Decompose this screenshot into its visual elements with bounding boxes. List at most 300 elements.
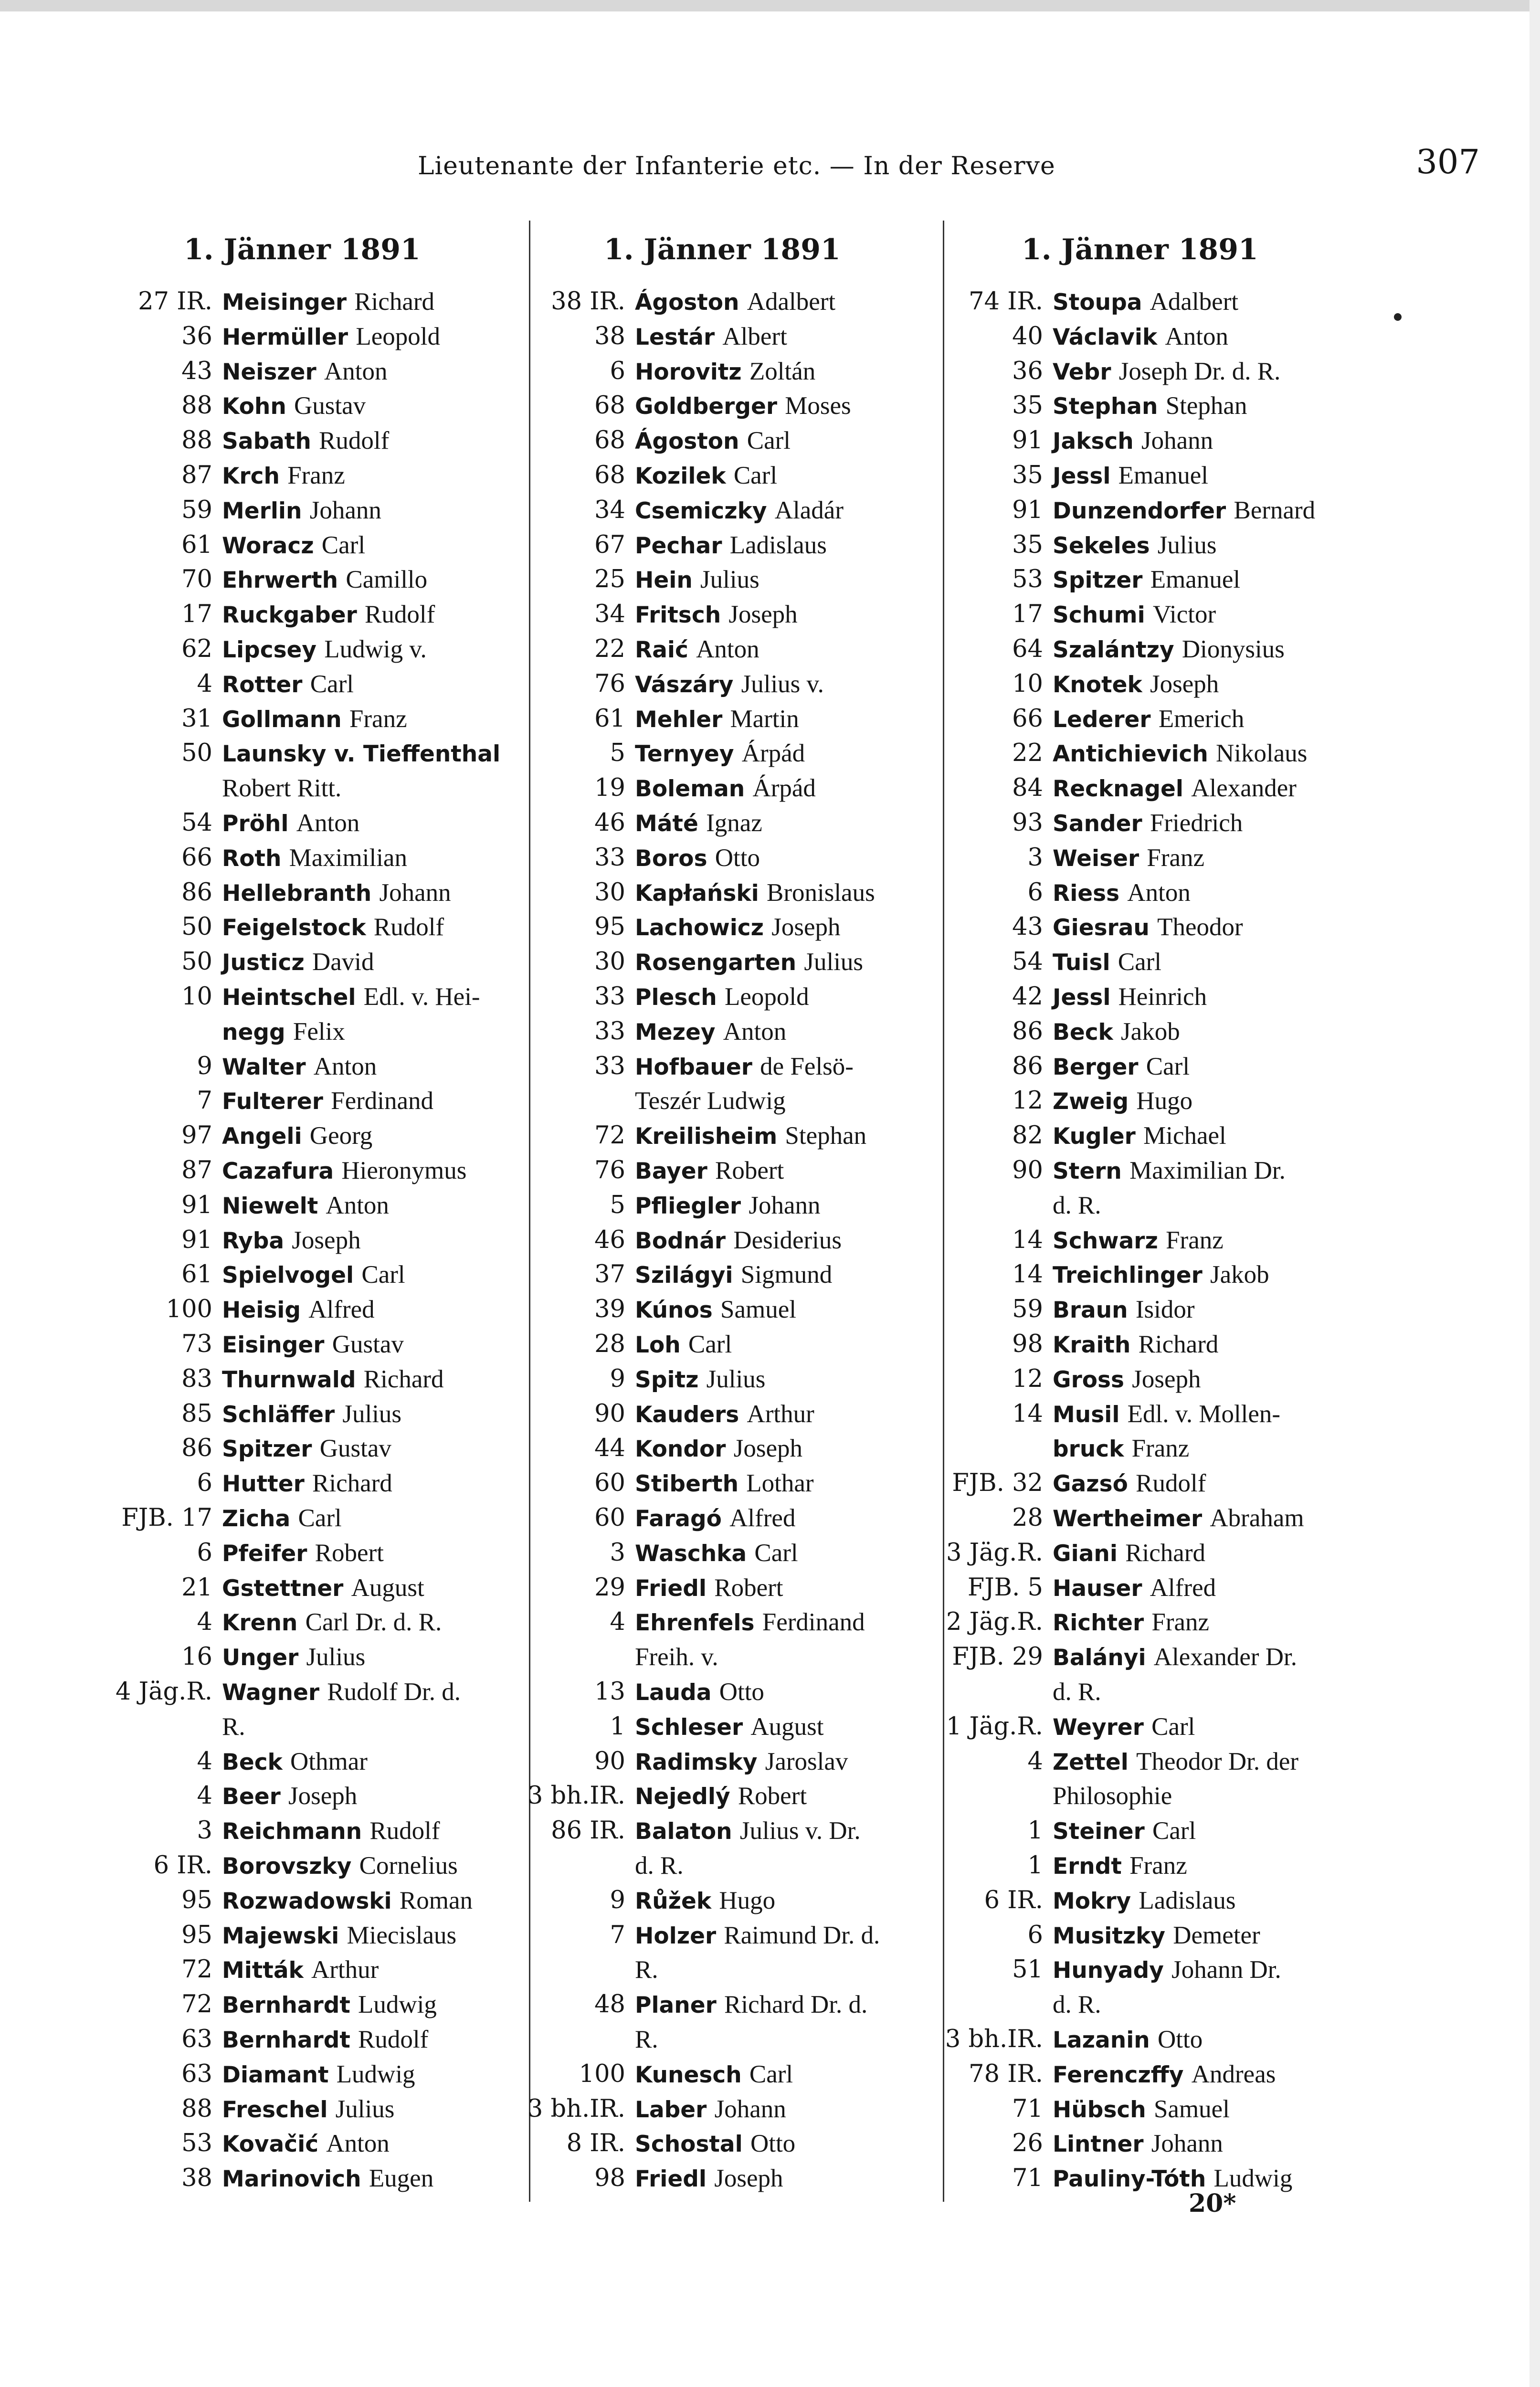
register-entry [1012,806,1243,840]
register-entry [610,354,816,389]
regiment-number: 33 [594,982,625,1011]
surname: Kugler [1053,1123,1136,1150]
given-name: Árpád [752,774,816,803]
register-entry [181,806,360,840]
surname: Giesrau [1053,915,1150,941]
given-name: Othmar [290,1747,368,1775]
surname: Szalántzy [1053,637,1174,663]
register-entry [181,1987,437,2022]
given-name: Roman [399,1886,473,1914]
register-entry [984,1883,1236,1918]
surname: Gazsó [1053,1471,1128,1498]
surname: Ágoston [635,289,739,316]
register-entry [181,1953,379,1987]
register-entry [1012,458,1209,493]
given-name: Robert [738,1782,807,1810]
register-entry [181,354,388,389]
regiment-number: 86 [1012,1052,1043,1080]
surname: Meisinger [222,289,347,316]
regiment-number: 3 [1027,843,1043,872]
surname: Lazanin [1053,2027,1150,2053]
given-name: Richard [312,1469,392,1498]
register-entry [181,1327,404,1362]
regiment-number: 21 [181,1573,212,1602]
register-entry [551,1814,861,1848]
surname: Krch [222,463,280,489]
regiment-number: 68 [594,391,625,420]
given-name: Samuel [1153,2095,1230,2123]
register-entry [1012,1501,1304,1535]
regiment-number: 97 [181,1121,212,1150]
surname: Hunyady [1053,1957,1164,1984]
regiment-number: 43 [1012,913,1043,941]
regiment-number: 9 [610,1886,625,1914]
register-entry [1012,1084,1193,1118]
surname: Stiberth [635,1471,739,1498]
given-name: Franz [1131,1435,1190,1463]
register-entry [594,1327,732,1362]
given-name: August [750,1712,824,1741]
regiment-number: 48 [594,1990,625,2019]
regiment-number: 86 [1012,1017,1043,1046]
surname: Musitzky [1053,1922,1166,1949]
surname: Ehrwerth [222,567,338,594]
given-name: Richard [363,1365,444,1393]
given-name: Franz [1166,1226,1224,1254]
given-name: Anton [326,2130,390,2158]
register-entry [635,1640,718,1674]
regiment-number: 5 [610,739,625,768]
regiment-number: 73 [181,1330,212,1358]
regiment-number: 5 [610,1191,625,1219]
surname: Reichmann [222,1818,362,1845]
regiment-number: 50 [181,948,212,976]
register-entry [1053,1675,1101,1709]
given-name: Samuel [720,1296,796,1324]
register-entry [1012,562,1241,597]
surname: Hellebranth [222,880,372,907]
register-entry [181,1431,391,1466]
surname: Friedl [635,1575,707,1602]
surname: Spitzer [222,1436,312,1463]
register-entry [1012,2161,1293,2196]
surname: Lederer [1053,706,1151,733]
register-entry [181,1153,467,1188]
surname: Holzer [635,1922,717,1949]
regiment-number: 4 [1027,1747,1043,1775]
regiment-number: 83 [181,1364,212,1393]
register-entry [594,423,791,458]
register-entry [594,458,778,493]
regiment-number: 88 [181,2094,212,2123]
given-name: Maximilian Dr. [1129,1157,1286,1184]
register-entry [1027,1918,1260,1953]
given-name: Joseph [288,1782,358,1810]
regiment-number: 91 [181,1191,212,1219]
register-entry [181,1257,405,1292]
register-entry [181,1119,373,1153]
regiment-number: 29 [594,1573,625,1602]
given-name: Richard [1125,1539,1205,1567]
regiment-number: 6 [1027,878,1043,907]
regiment-number: 44 [594,1434,625,1463]
surname: Neiszer [222,359,316,385]
given-name: Julius [1157,531,1217,559]
given-name: August [351,1574,424,1602]
given-name: Richard [354,288,435,316]
surname: Zettel [1053,1749,1129,1775]
register-entry [181,736,501,771]
regiment-number: 4 [197,1608,212,1637]
regiment-number: 4 [197,669,212,698]
regiment-number: 53 [181,2129,212,2158]
register-entry [594,319,787,354]
register-entry [969,2057,1276,2091]
given-name: Johann [1141,427,1213,455]
regiment-number: 68 [594,426,625,455]
regiment-number: 16 [181,1643,212,1671]
given-name: Otto [715,844,760,872]
regiment-number: 6 [1027,1921,1043,1949]
surname: Stern [1053,1158,1122,1184]
given-name: Johann Dr. [1171,1956,1281,1984]
surname: Mezey [635,1019,716,1046]
given-name: Carl [747,427,791,455]
given-name: Adalbert [1150,288,1239,316]
register-entry [1027,1848,1187,1883]
surname: Nejedlý [635,1784,730,1810]
given-name: Johann [379,878,451,907]
given-name: Dionysius [1181,635,1285,663]
surname: Jessl [1053,463,1111,489]
register-entry [1012,771,1297,805]
register-entry [121,1501,342,1535]
register-entry [610,1710,824,1744]
register-entry [594,910,841,944]
given-name: Jakob [1121,1017,1180,1046]
surname: Recknagel [1053,776,1183,803]
regiment-number: FJB. 17 [121,1504,212,1532]
regiment-number: 100 [579,2060,625,2088]
surname: Hofbauer [635,1054,752,1080]
given-name: Joseph [1132,1365,1201,1393]
given-name: Carl [310,670,354,698]
surname: Feigelstock [222,915,366,941]
surname: Weiser [1053,845,1139,872]
given-name: Gustav [294,392,366,420]
given-name: Anton [326,1191,389,1219]
regiment-number: 95 [181,1886,212,1914]
given-name: Julius [306,1643,366,1671]
register-entry [181,2126,390,2161]
surname: Merlin [222,497,302,524]
register-entry [1012,528,1217,562]
surname: Boros [635,845,707,872]
surname: Antichievich [1053,741,1208,768]
regiment-number: 86 [181,1434,212,1463]
given-name: Bernard [1234,496,1316,524]
surname: Richter [1053,1610,1144,1637]
surname: Szilágyi [635,1262,733,1289]
surname: Gstettner [222,1575,344,1602]
given-name: Camillo [346,566,428,594]
register-entry [1027,841,1205,875]
register-entry [181,1640,366,1674]
regiment-number: 35 [1012,391,1043,420]
register-entry [1012,1119,1226,1153]
given-name: Ladislaus [729,531,827,559]
surname: Rosengarten [635,950,797,976]
register-entry [635,1953,658,1987]
surname: Zweig [1053,1088,1129,1115]
given-name: Otto [719,1678,764,1706]
regiment-number: 6 [610,357,625,385]
register-entry [1012,632,1285,666]
surname: Lestár [635,324,715,350]
surname: Laber [635,2096,707,2123]
register-entry [181,980,480,1014]
given-name: Carl [1118,948,1162,976]
ink-spot [1394,313,1402,321]
register-entry [610,1883,776,1918]
register-entry [197,1779,358,1813]
surname: Pechar [635,532,722,559]
surname: Angeli [222,1123,302,1150]
given-name: Carl [1152,1817,1196,1845]
register-entry [1053,1431,1189,1466]
register-entry [1012,319,1228,354]
given-name: Carl [361,1261,405,1289]
register-entry [594,841,760,875]
given-name: Carl [749,2060,793,2088]
surname: Diamant [222,2061,329,2088]
given-name: Hieronymus [341,1157,467,1184]
surname: Horovitz [635,359,742,385]
regiment-number: 13 [594,1678,625,1706]
regiment-number: 6 IR. [984,1886,1043,1914]
surname: Unger [222,1645,299,1671]
given-name: Richard Dr. d. [724,1991,868,2019]
regiment-number: 17 [1012,600,1043,629]
given-name: Georg [309,1122,373,1150]
regiment-number: 72 [181,1990,212,2019]
regiment-number: 100 [166,1295,212,1324]
regiment-number: 38 [181,2164,212,2193]
given-name: Leopold [724,983,809,1011]
regiment-number: FJB. 29 [952,1643,1043,1671]
register-entry [181,458,345,493]
regiment-number: 50 [181,913,212,941]
register-entry [181,1571,424,1605]
register-entry [1012,1257,1269,1292]
register-entry [594,1571,783,1605]
surname: Pauliny-Tóth [1053,2166,1206,2193]
regiment-number: 72 [594,1121,625,1150]
register-entry [1053,1188,1101,1223]
given-name: Albert [722,322,787,350]
given-name: Julius [706,1365,766,1393]
given-name: Victor [1152,601,1216,629]
regiment-number: 22 [1012,739,1043,768]
given-name: Ferdinand [762,1608,865,1637]
regiment-number: 71 [1012,2094,1043,2123]
register-entry [610,1918,880,1953]
surname: Ryba [222,1227,285,1254]
surname: Lipcsey [222,637,317,663]
register-entry [181,1188,389,1223]
given-name: Franz [1151,1608,1210,1637]
regiment-number: 4 [610,1608,625,1637]
register-entry [181,2161,434,2196]
given-name: Rudolf [365,601,435,629]
regiment-number: 54 [1012,948,1043,976]
surname: Boleman [635,776,745,803]
surname: Marinovich [222,2166,361,2193]
surname: Knotek [1053,671,1142,698]
regiment-number: 12 [1012,1087,1043,1115]
given-name: Julius [335,2095,395,2123]
regiment-number: 8 IR. [566,2129,625,2158]
given-name: d. R. [1053,1991,1101,2019]
regiment-number: 14 [1012,1399,1043,1428]
given-name: Alfred [308,1296,375,1324]
given-name: Zoltán [749,357,816,385]
column-divider [943,221,944,2202]
surname: Tuisl [1053,950,1110,976]
surname: Máté [635,811,698,837]
given-name: Richard [1138,1331,1219,1358]
regiment-number: 28 [594,1330,625,1358]
register-entry [946,1536,1205,1570]
register-entry [594,1292,796,1327]
surname: bruck [1053,1436,1124,1463]
register-entry [1012,910,1243,944]
regiment-number: 63 [181,2060,212,2088]
register-entry [181,1362,444,1396]
given-name: Joseph Dr. d. R. [1118,357,1281,385]
given-name: Michael [1143,1122,1226,1150]
regiment-number: 33 [594,1017,625,1046]
register-entry [594,1501,796,1535]
register-entry [594,1431,802,1466]
scan-edge-top [0,0,1540,11]
given-name: Johann [749,1191,821,1219]
register-entry [594,1257,833,1292]
surname: Rozwadowski [222,1888,392,1914]
register-entry [594,1014,787,1049]
regiment-number: 61 [181,1260,212,1289]
register-entry [594,980,809,1014]
given-name: R. [635,1956,658,1984]
regiment-number: 70 [181,565,212,594]
register-entry [594,771,816,805]
surname: Kraith [1053,1332,1131,1358]
regiment-number: 67 [594,530,625,559]
surname: Hein [635,567,693,594]
given-name: Hugo [719,1886,776,1914]
given-name: Anton [696,635,759,663]
given-name: Julius [342,1400,402,1428]
register-entry [181,2022,429,2057]
given-name: Joseph [728,601,798,629]
given-name: Heinrich [1118,983,1207,1011]
regiment-number: 90 [1012,1156,1043,1184]
regiment-number: 38 [594,322,625,350]
surname: Giani [1053,1540,1118,1567]
register-entry [594,1049,854,1084]
given-name: R. [222,1712,245,1741]
register-entry [1012,1014,1180,1049]
given-name: Carl Dr. d. R. [305,1608,442,1637]
regiment-number: 68 [594,461,625,489]
page-header [95,142,1480,190]
surname: Berger [1053,1054,1139,1080]
given-name: Joseph [771,913,841,941]
register-entry [594,1153,784,1188]
given-name: Friedrich [1150,809,1243,837]
surname: Gross [1053,1366,1124,1393]
register-entry [1012,736,1308,771]
given-name: Carl [298,1504,342,1532]
given-name: Robert [315,1539,384,1567]
register-entry [1012,945,1162,979]
given-name: Theodor [1157,913,1243,941]
given-name: Stephan [785,1122,867,1150]
surname: Sekeles [1053,532,1150,559]
given-name: Edl. v. Hei- [363,983,480,1011]
regiment-number: 91 [181,1225,212,1254]
surname: Sabath [222,428,311,455]
surname: Roth [222,845,282,872]
register-entry [1012,1223,1224,1257]
surname: Radimsky [635,1749,758,1775]
scan-edge-right [1529,0,1540,2387]
given-name: Árpád [741,739,805,768]
register-entry [594,1675,764,1709]
register-entry [197,667,354,701]
regiment-number: 36 [181,322,212,350]
given-name: Julius [700,566,759,594]
register-entry [1012,1292,1195,1327]
regiment-number: 3 [610,1538,625,1567]
given-name: Desiderius [733,1226,842,1254]
surname: Schläffer [222,1401,335,1428]
surname: Kúnos [635,1297,713,1324]
regiment-number: 87 [181,1156,212,1184]
given-name: Hugo [1136,1087,1193,1115]
regiment-number: 86 IR. [551,1817,625,1845]
surname: Fritsch [635,602,721,629]
register-entry [181,702,407,736]
register-entry [181,597,435,632]
register-entry [197,1084,434,1118]
regiment-number: 60 [594,1469,625,1498]
surname: Raić [635,637,688,663]
register-entry [181,319,440,354]
given-name: Isidor [1135,1296,1195,1324]
surname: Borovszky [222,1853,352,1880]
surname: Heintschel [222,984,356,1011]
regiment-number: 35 [1012,461,1043,489]
surname: Bodnár [635,1227,726,1254]
register-entry [1012,1397,1281,1431]
regiment-number: 60 [594,1504,625,1532]
surname: Planer [635,1992,717,2019]
surname: Hutter [222,1471,305,1498]
regiment-number: 33 [594,1052,625,1080]
given-name: Nikolaus [1216,739,1308,768]
given-name: Carl [321,531,366,559]
